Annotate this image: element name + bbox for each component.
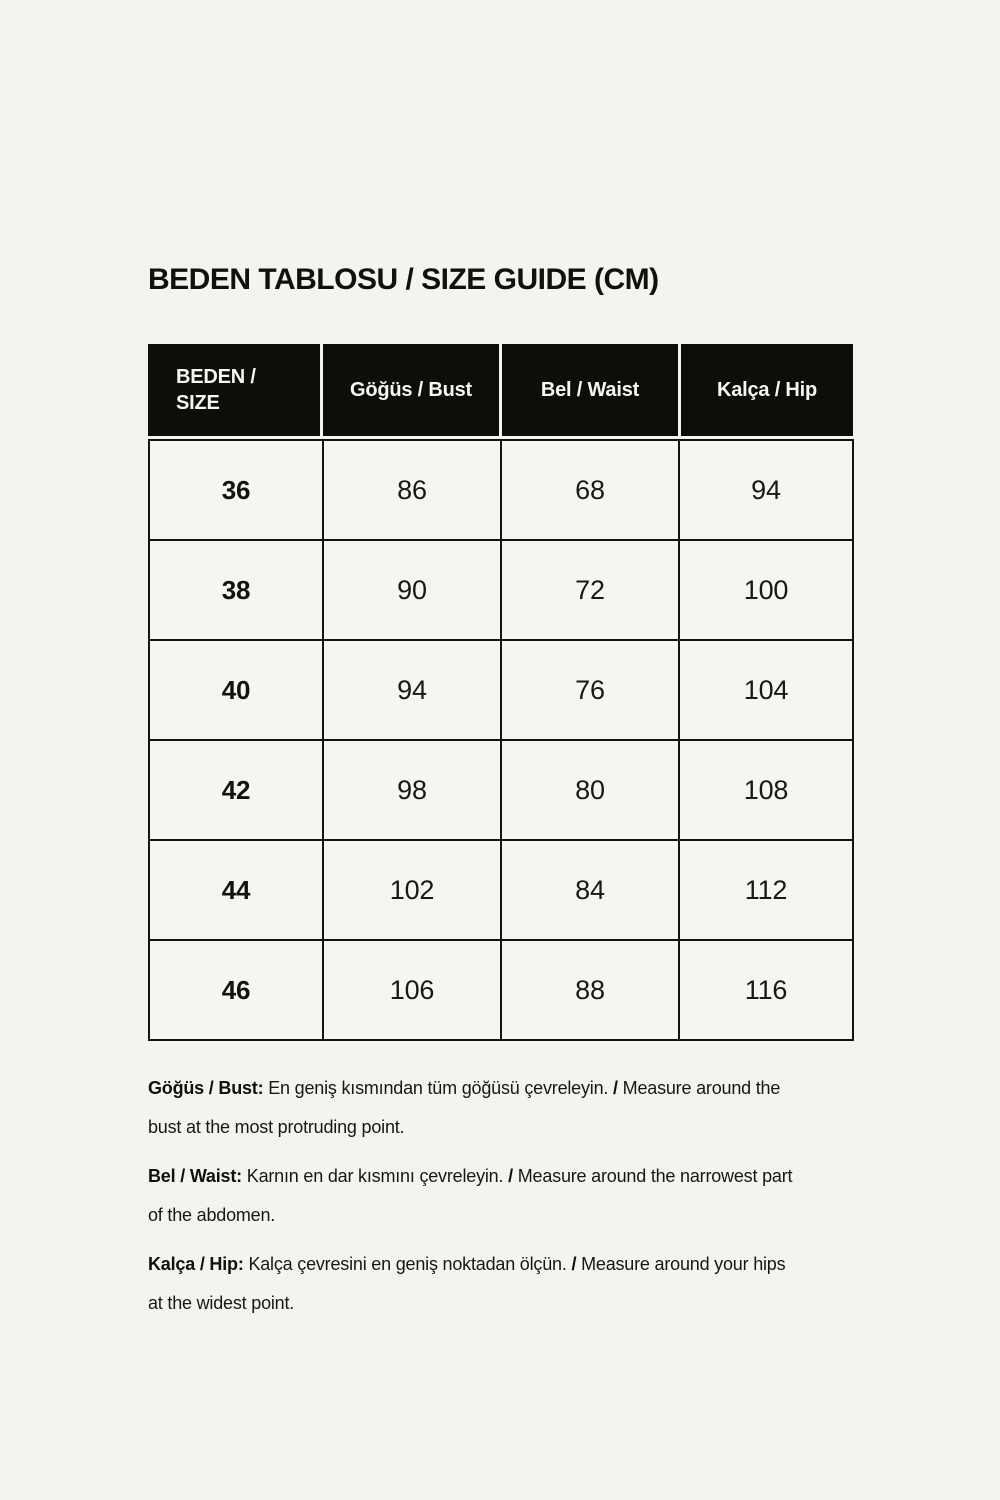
cell-row3-bust: 98 (324, 741, 500, 839)
note-hip (148, 1245, 793, 1323)
cell-row3-waist: 80 (502, 741, 678, 839)
cell-row4-waist: 84 (502, 841, 678, 939)
cell-row5-bust: 106 (324, 941, 500, 1039)
note-bust-separator: / (613, 1078, 618, 1098)
note-waist-separator: / (508, 1166, 513, 1186)
cell-row0-bust: 86 (324, 441, 500, 539)
column-header-bust-label: Göğüs / Bust (349, 378, 473, 401)
cell-row0-waist: 68 (502, 441, 678, 539)
cell-row4-hip: 112 (680, 841, 852, 939)
table-header-row (148, 344, 853, 436)
cell-row3-hip: 108 (680, 741, 852, 839)
column-header-hip (681, 344, 853, 436)
cell-row3-size: 42 (150, 741, 322, 839)
note-waist-label: Bel / Waist: (148, 1166, 242, 1186)
cell-row5-size: 46 (150, 941, 322, 1039)
note-bust-label: Göğüs / Bust: (148, 1078, 264, 1098)
cell-row4-size: 44 (150, 841, 322, 939)
column-header-bust (323, 344, 499, 436)
cell-row2-waist: 76 (502, 641, 678, 739)
note-bust (148, 1069, 793, 1147)
size-guide-table (148, 344, 854, 1041)
note-waist-en: Measure around the narrowest part of the abdomen. (148, 1166, 793, 1225)
cell-row0-hip: 94 (680, 441, 852, 539)
note-bust-en: Measure around the bust at the most protruding point. (148, 1078, 781, 1137)
cell-row1-hip: 100 (680, 541, 852, 639)
column-header-waist (502, 344, 678, 436)
cell-row2-size: 40 (150, 641, 322, 739)
cell-row2-hip: 104 (680, 641, 852, 739)
cell-row0-size: 36 (150, 441, 322, 539)
note-hip-label: Kalça / Hip: (148, 1254, 244, 1274)
cell-row2-bust: 94 (324, 641, 500, 739)
note-hip-separator: / (571, 1254, 577, 1274)
cell-row1-size: 38 (150, 541, 322, 639)
cell-row5-hip: 116 (680, 941, 852, 1039)
size-guide-content (148, 262, 854, 1333)
page-title: BEDEN TABLOSU / SIZE GUIDE (CM) (148, 263, 659, 296)
column-header-waist-label: Bel / Waist (540, 378, 640, 401)
note-waist (148, 1157, 793, 1235)
note-hip-tr: Kalça çevresini en geniş noktadan ölçün. (248, 1254, 567, 1274)
note-waist-tr: Karnın en dar kısmını çevreleyin. (246, 1166, 504, 1186)
cell-row4-bust: 102 (324, 841, 500, 939)
column-header-size-label: BEDEN / SIZE (176, 366, 256, 414)
cell-row5-waist: 88 (502, 941, 678, 1039)
note-hip-en: Measure around your hips at the widest point. (148, 1254, 786, 1313)
cell-row1-bust: 90 (324, 541, 500, 639)
column-header-size (148, 344, 320, 436)
table-body (148, 439, 854, 1041)
column-header-hip-label: Kalça / Hip (716, 378, 818, 401)
cell-row1-waist: 72 (502, 541, 678, 639)
note-bust-tr: En geniş kısmından tüm göğüsü çevreleyin. (268, 1078, 609, 1098)
measurement-notes (148, 1069, 793, 1323)
